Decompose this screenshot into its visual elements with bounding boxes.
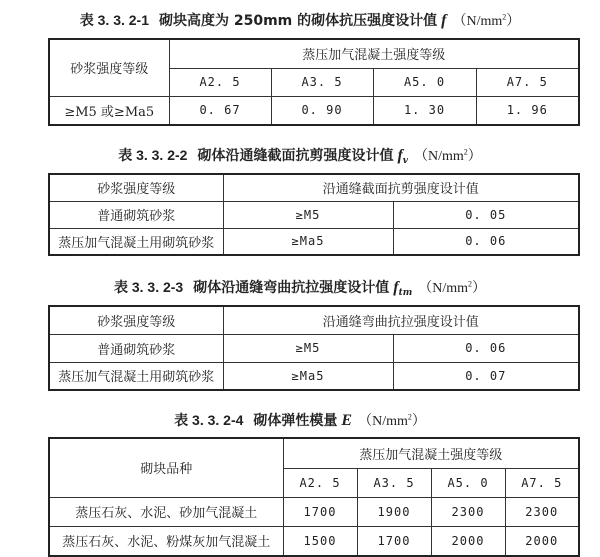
table4-cell: 2000 [431, 526, 505, 556]
table3-value: 0. 06 [393, 334, 579, 362]
table3-number: 表 3. 3. 2-3 [113, 279, 184, 295]
table-row [49, 228, 579, 255]
table1-title: 砌块高度为 250mm 的砌体抗压强度设计值 [159, 13, 438, 29]
table4-grade: A3. 5 [357, 468, 431, 497]
table2-value: 0. 06 [393, 228, 579, 255]
table1-unit: $(N/mm^2)$ [452, 12, 521, 29]
table2-row-label: 蒸压加气混凝土用砌筑砂浆 [49, 228, 223, 255]
table4-cell: 1900 [357, 497, 431, 526]
table3-unit: $(N/mm^2)$ [418, 279, 487, 296]
table3-caption [0, 277, 600, 298]
table4 [48, 437, 580, 557]
table-row [49, 201, 579, 228]
table1-row-label: ≥M5 或≥Ma5 [49, 96, 169, 125]
table4-grade: A7. 5 [505, 468, 579, 497]
table1-group-header: 蒸压加气混凝土强度等级 [169, 39, 579, 68]
table3-value: 0. 07 [393, 362, 579, 390]
table3-header-right: 沿通缝弯曲抗拉强度设计值 [223, 306, 579, 334]
table1-cell: 0. 90 [271, 96, 373, 125]
table2-value: 0. 05 [393, 201, 579, 228]
table1-number: 表 3. 3. 2-1 [79, 12, 149, 28]
table3-row-label: 蒸压加气混凝土用砌筑砂浆 [49, 362, 223, 390]
table2-row-label: 普通砌筑砂浆 [49, 201, 223, 228]
table2-symbol-sub: v [402, 156, 409, 166]
table2 [48, 173, 580, 256]
table2-grade: ≥M5 [223, 201, 393, 228]
table1-cell: 0. 67 [169, 96, 271, 125]
table1-symbol: f [441, 12, 447, 29]
table4-row-header: 砌块品种 [49, 438, 283, 497]
table4-caption [0, 410, 600, 430]
table4-cell: 1700 [283, 497, 357, 526]
table4-cell: 1500 [283, 526, 357, 556]
table4-cell: 2300 [431, 497, 505, 526]
table-row [49, 497, 579, 526]
table3-title: 砌体沿通缝弯曲抗拉强度设计值 [193, 280, 390, 296]
table1-grade: A3. 5 [271, 68, 373, 96]
table1-cell: 1. 30 [373, 96, 476, 125]
table2-title: 砌体沿通缝截面抗剪强度设计值 [197, 148, 394, 164]
table1-grade: A2. 5 [169, 68, 271, 96]
table3-symbol-sub: tm [398, 288, 413, 298]
table2-caption [0, 145, 600, 166]
table2-number: 表 3. 3. 2-2 [118, 147, 188, 163]
table4-title: 砌体弹性模量 [253, 413, 338, 429]
table2-header-left: 砂浆强度等级 [49, 174, 223, 201]
table1 [48, 38, 580, 126]
table3-grade: ≥Ma5 [223, 362, 393, 390]
table2-header-right: 沿通缝截面抗剪强度设计值 [223, 174, 579, 201]
table3-row-label: 普通砌筑砂浆 [49, 334, 223, 362]
table4-cell: 1700 [357, 526, 431, 556]
table2-symbol: f [397, 147, 403, 164]
table-row [49, 362, 579, 390]
table1-grade: A7. 5 [476, 68, 579, 96]
table-row [49, 96, 579, 125]
table1-row-header: 砂浆强度等级 [49, 39, 169, 96]
table2-grade: ≥Ma5 [223, 228, 393, 255]
table4-cell: 2300 [505, 497, 579, 526]
table4-number: 表 3. 3. 2-4 [174, 412, 244, 428]
table3 [48, 305, 580, 391]
table4-grade: A5. 0 [431, 468, 505, 497]
table4-row-label: 蒸压石灰、水泥、粉煤灰加气混凝土 [49, 526, 283, 556]
table1-cell: 1. 96 [476, 96, 579, 125]
table3-symbol: f [393, 279, 399, 296]
table4-cell: 2000 [505, 526, 579, 556]
table4-group-header: 蒸压加气混凝土强度等级 [283, 438, 579, 468]
table1-grade: A5. 0 [373, 68, 476, 96]
table3-header-left: 砂浆强度等级 [49, 306, 223, 334]
table2-unit: $(N/mm^2)$ [414, 147, 482, 164]
table-row [49, 526, 579, 556]
table4-row-label: 蒸压石灰、水泥、砂加气混凝土 [49, 497, 283, 526]
table1-caption [0, 10, 600, 30]
table3-grade: ≥M5 [223, 334, 393, 362]
table4-grade: A2. 5 [283, 468, 357, 497]
table4-symbol: E [341, 412, 353, 429]
table4-unit: $(N/mm^2)$ [358, 412, 426, 429]
table-row [49, 334, 579, 362]
